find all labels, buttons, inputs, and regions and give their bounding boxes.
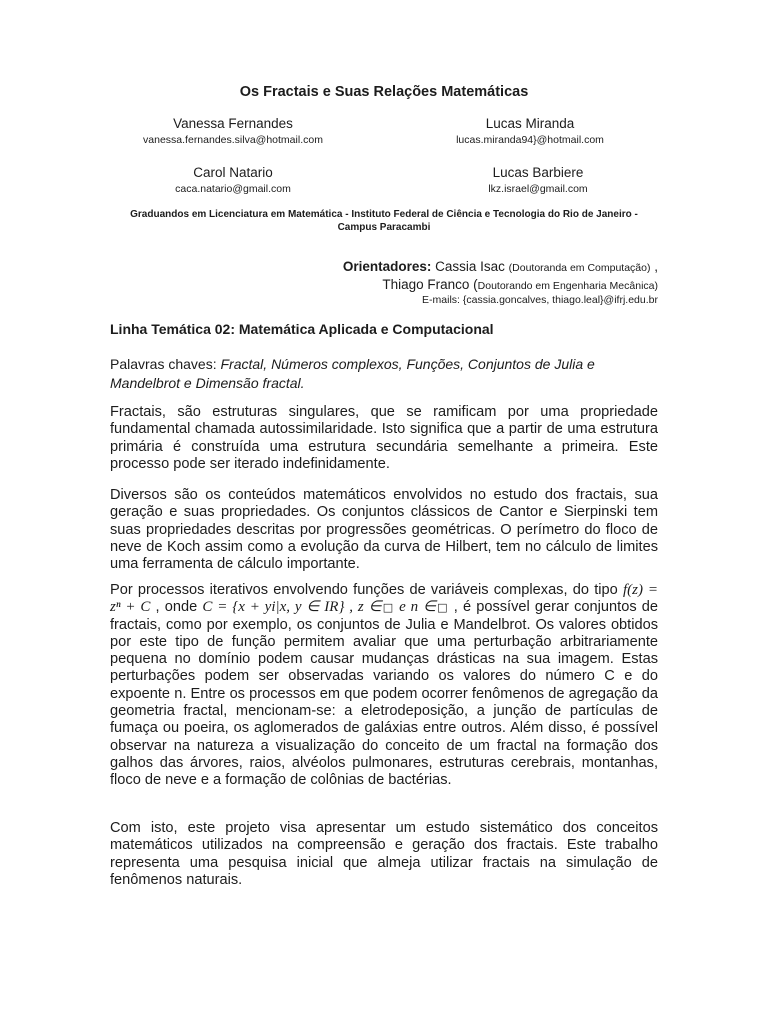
author-email: lkz.israel@gmail.com [488, 183, 588, 195]
formula-z: , z ∈ [344, 599, 382, 616]
orientadores-line [382, 277, 658, 292]
author-email: lucas.miranda94}@hotmail.com [456, 134, 604, 146]
paragraph: Diversos são os conteúdos matemáticos envolvidos no estudo dos fractais, sua geração e suas propriedades. Os conjuntos clássicos de Cantor e Sierpinski tem suas propriedades descritas por progressões geométricas. O perímetro do floco de neve de Koch assim como a evolução da curva de Hilbert, tem no cálculo de limites uma ferramenta de cálculo importante. [110, 487, 658, 573]
orientadores-label: Orientadores: [342, 259, 432, 274]
paragraph: Com isto, este projeto visa apresentar um estudo sistemático dos conceitos matemáticos utilizados na compreensão e geração dos fractais. Este trabalho representa uma pesquisa inicial que almeja utilizar fractais na simulação de fenômenos naturais. [110, 820, 658, 888]
author-block [103, 115, 363, 147]
author-name: Lucas Barbiere [492, 165, 584, 180]
missing-glyph-icon: □ [436, 601, 449, 615]
paragraph [110, 582, 658, 790]
author-block [400, 115, 660, 147]
advisor-separator: , [650, 259, 658, 274]
keywords-value: Fractal, Números complexos, Funções, Conjuntos de Julia e Mandelbrot e Dimensão fractal. [110, 356, 595, 391]
formula-c: C = {x + yi|x, y ∈ IR} [202, 599, 345, 616]
orientadores-line [343, 259, 658, 274]
author-block [103, 164, 363, 196]
advisor-name: Thiago Franco ( [382, 277, 478, 292]
formula-n: e n ∈ [394, 599, 437, 616]
author-name: Lucas Miranda [485, 116, 575, 131]
author-email: caca.natario@gmail.com [175, 183, 291, 195]
paper-title: Os Fractais e Suas Relações Matemáticas [239, 84, 529, 100]
paragraph: Fractais, são estruturas singulares, que se ramificam por uma propriedade fundamental chamada autossimilaridade. Isto significa que a partir de uma estrutura primária é construída uma estrutura secundária semelhante a primeira. Este processo pode ser iterado indefinidamente. [110, 404, 658, 472]
keywords-label: Palavras chaves: [110, 356, 221, 372]
advisor-title: Doutorando em Engenharia Mecânica) [477, 280, 658, 292]
paragraph-text: , onde [150, 599, 203, 616]
advisor-title: (Doutoranda em Computação) [508, 262, 651, 274]
keywords [110, 355, 658, 393]
author-block [408, 164, 668, 196]
affiliation: Graduandos em Licenciatura em Matemática - Instituto Federal de Ciência e Tecnologia do Rio de Janeiro - Campus Paracambi [130, 209, 638, 233]
author-name: Carol Natario [193, 165, 273, 180]
paragraph-text: , é possível gerar conjuntos de fractais, como por exemplo, os conjuntos de Julia e Mandelbrot. Os valores obtidos por este tipo de função permitem avaliar que uma perturbação arbitrariamente pequena no domínio podem causar mudanças drásticas na sua imagem. Estas perturbações podem ser observadas variando os valores do número C e do expoente n. Entre os processos em que podem ocorrer fenômenos de agregação da geometria fractal, mencionam-se: a eletrodeposição, a junção de partículas de fumaça ou poeira, os aglomerados de galáxias entre outros. Além disso, é possível observar na natureza a visualização do conceito de um fractal na formação dos galhos das árvores, raios, alvéolos pulmonares, estruturas cerebrais, montanhas, floco de neve e a formação de colônias de bactérias. [110, 599, 658, 789]
missing-glyph-icon: □ [381, 601, 395, 615]
author-email: vanessa.fernandes.silva@hotmail.com [143, 134, 323, 146]
orientadores-emails: E-mails: {cassia.goncalves, thiago.leal}@ifrj.edu.br [422, 294, 658, 306]
author-name: Vanessa Fernandes [173, 116, 293, 131]
paragraph-text: Por processos iterativos envolvendo funções de variáveis complexas, do tipo [110, 582, 618, 598]
formula-f: f(z) = zⁿ + C [110, 582, 658, 616]
linha-tematica: Linha Temática 02: Matemática Aplicada e Computacional [110, 321, 494, 337]
advisor-name: Cassia Isac [435, 259, 505, 274]
